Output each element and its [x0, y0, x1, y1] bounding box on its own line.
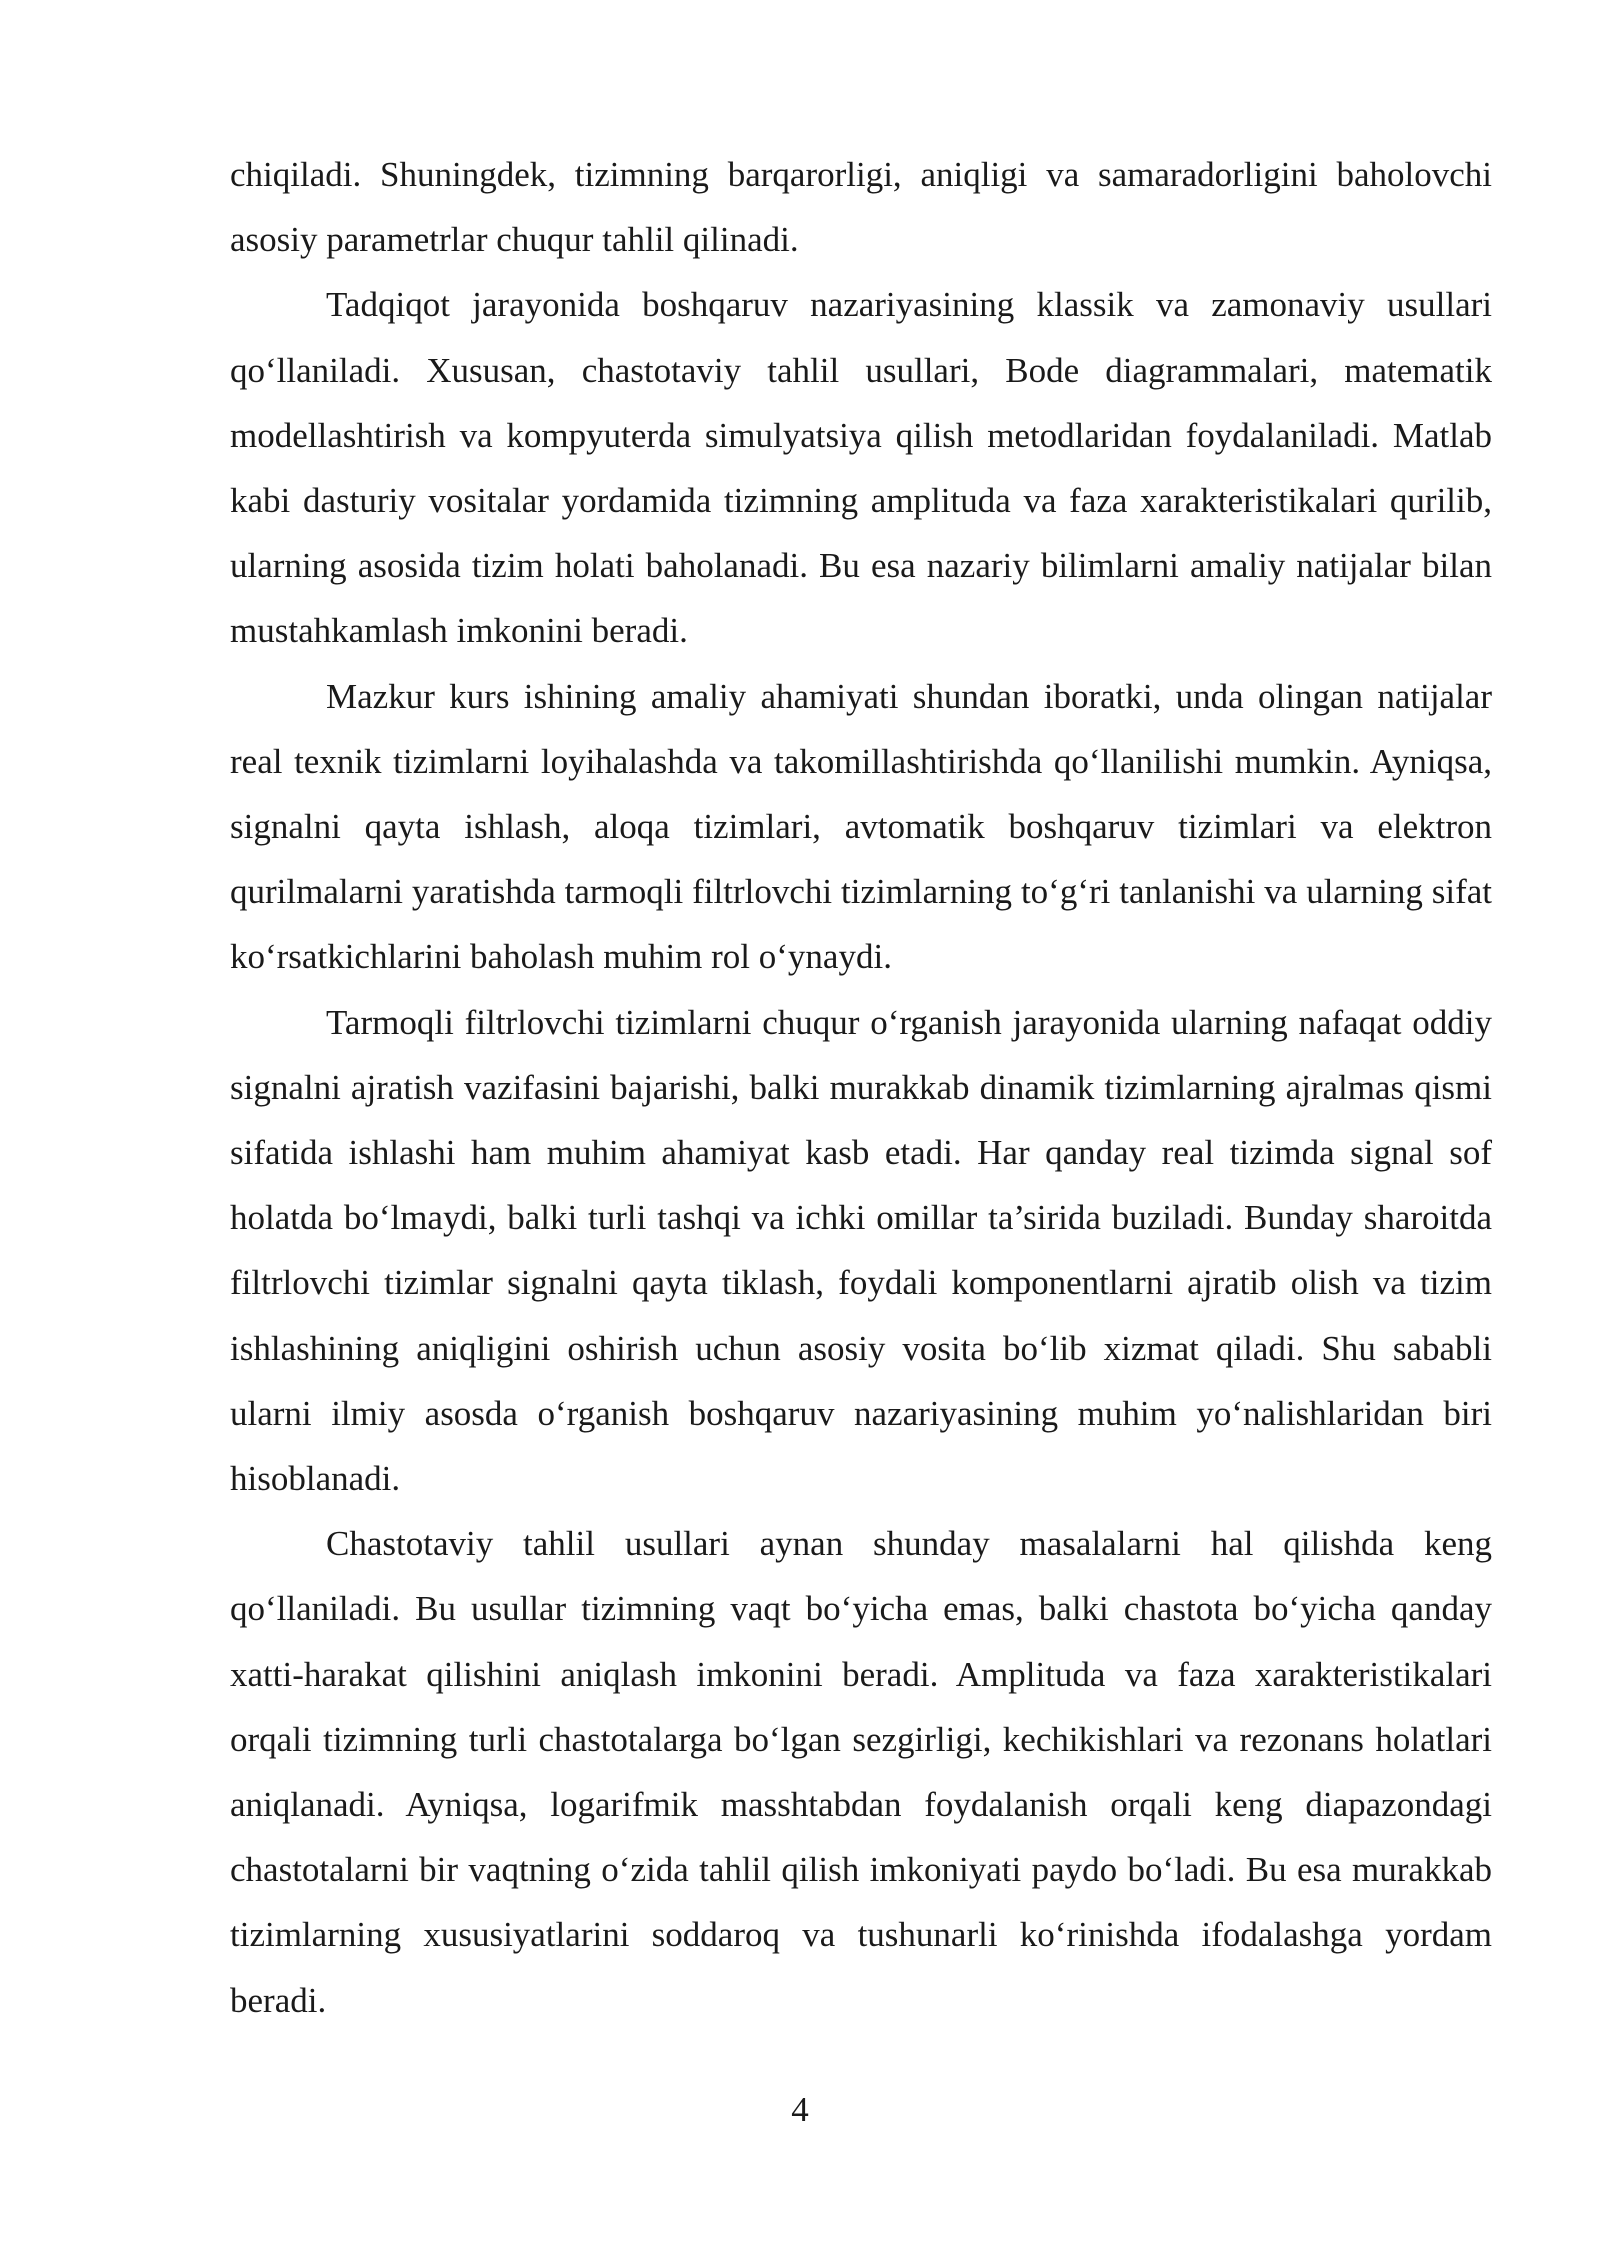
- paragraph-5: Chastotaviy tahlil usullari aynan shunday masalalarni hal qilishda keng qo‘llaniladi. Bu usullar tizimning vaqt bo‘yicha emas, balki chastota bo‘yicha qanday xatti-harakat qilishini aniqlash imkonini beradi. Amplituda va faza xarakteristikalari orqali tizimning turli chastotalarga bo‘lgan sezgirligi, kechikishlari va rezonans holatlari aniqlanadi. Ayniqsa, logarifmik masshtabdan foydalanish orqali keng diapazondagi chastotalarni bir vaqtning o‘zida tahlil qilish imkoniyati paydo bo‘ladi. Bu esa murakkab tizimlarning xususiyatlarini soddaroq va tushunarli ko‘rinishda ifodalashga yordam beradi.: [230, 1524, 1492, 2020]
- document-body: [230, 142, 1492, 2033]
- paragraph-3: Mazkur kurs ishining amaliy ahamiyati shundan iboratki, unda olingan natijalar real texnik tizimlarni loyihalashda va takomillashtirishda qo‘llanilishi mumkin. Ayniqsa, signalni qayta ishlash, aloqa tizimlari, avtomatik boshqaruv tizimlari va elektron qurilmalarni yaratishda tarmoqli filtrlovchi tizimlarning to‘g‘ri tanlanishi va ularning sifat ko‘rsatkichlarini baholash muhim rol o‘ynaydi.: [230, 676, 1492, 977]
- paragraph-4: Tarmoqli filtrlovchi tizimlarni chuqur o‘rganish jarayonida ularning nafaqat oddiy signalni ajratish vazifasini bajarishi, balki murakkab dinamik tizimlarning ajralmas qismi sifatida ishlashi ham muhim ahamiyat kasb etadi. Har qanday real tizimda signal sof holatda bo‘lmaydi, balki turli tashqi va ichki omillar ta’sirida buziladi. Bunday sharoitda filtrlovchi tizimlar signalni qayta tiklash, foydali komponentlarni ajratib olish va tizim ishlashining aniqligini oshirish uchun asosiy vosita bo‘lib xizmat qiladi. Shu sababli ularni ilmiy asosda o‘rganish boshqaruv nazariyasining muhim yo‘nalishlaridan biri hisoblanadi.: [230, 1002, 1492, 1499]
- paragraph-2: Tadqiqot jarayonida boshqaruv nazariyasining klassik va zamonaviy usullari qo‘llaniladi. Xususan, chastotaviy tahlil usullari, Bode diagrammalari, matematik modellashtirish va kompyuterda simulyatsiya qilish metodlaridan foydalaniladi. Matlab kabi dasturiy vositalar yordamida tizimning amplituda va faza xarakteristikalari qurilib, ularning asosida tizim holati baholanadi. Bu esa nazariy bilimlarni amaliy natijalar bilan mustahkamlash imkonini beradi.: [230, 285, 1492, 651]
- paragraph-1: chiqiladi. Shuningdek, tizimning barqarorligi, aniqligi va samaradorligini baholovchi asosiy parametrlar chuqur tahlil qilinadi.: [230, 155, 1492, 260]
- page-number: 4: [791, 2090, 809, 2129]
